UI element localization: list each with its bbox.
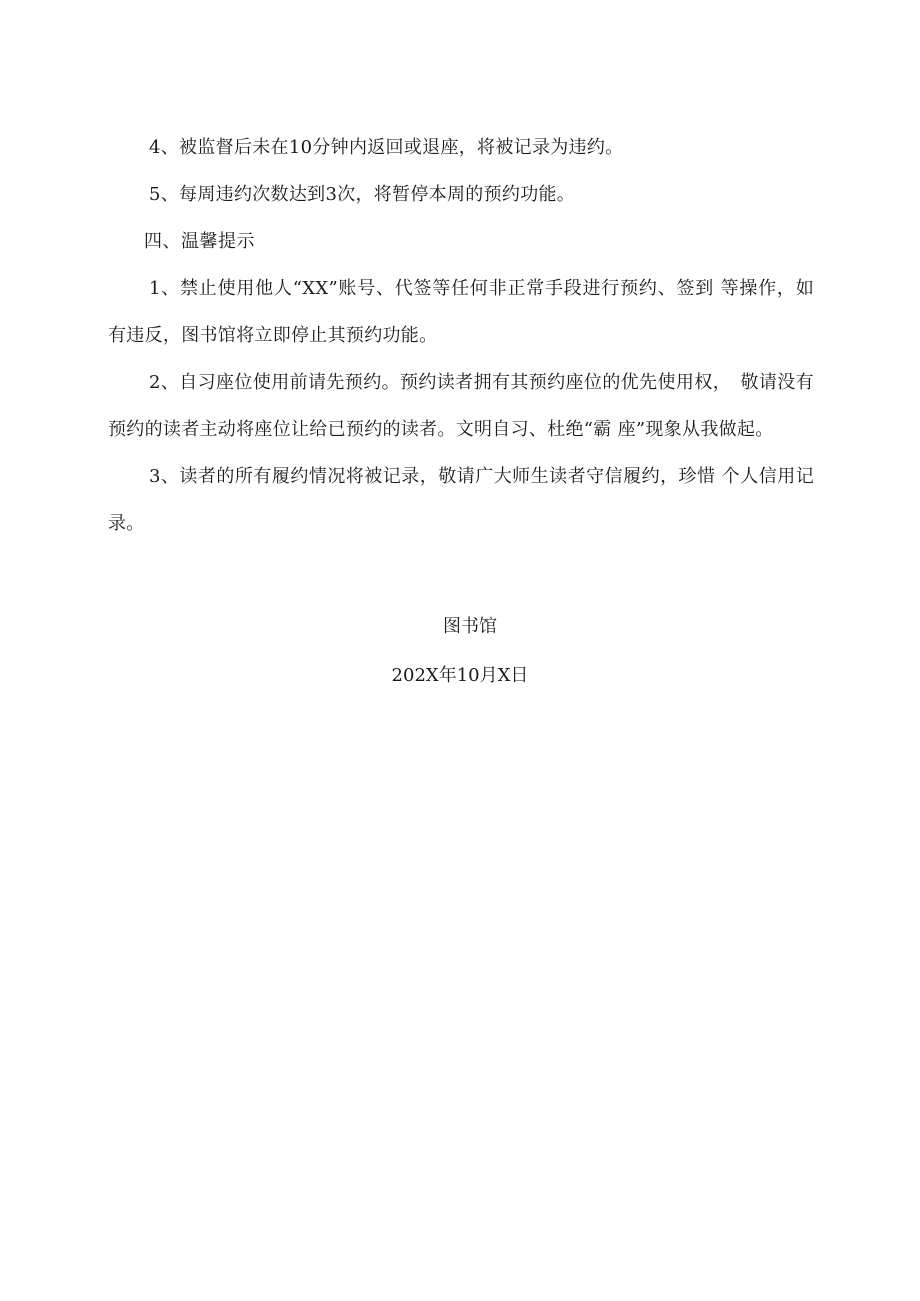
signature-organization: 图书馆 — [443, 616, 497, 637]
rule-item-4: 4、被监督后未在10分钟内返回或退座，将被记录为违约。 — [149, 137, 624, 158]
section-heading-tips: 四、温馨提示 — [144, 231, 255, 252]
signature-date: 202X年10月X日 — [391, 665, 529, 686]
document-body — [108, 124, 814, 547]
tip-item-3: 3、读者的所有履约情况将被记录，敬请广大师生读者守信履约，珍惜 个人信用记录。 — [108, 466, 814, 534]
rule-item-5: 5、每周违约次数达到3次，将暂停本周的预约功能。 — [149, 184, 576, 205]
tip-item-1: 1、禁止使用他人“XX”账号、代签等任何非正常手段进行预约、签到 等操作，如有违反，图书馆将立即停止其预约功能。 — [108, 278, 814, 346]
tip-item-2: 2、自习座位使用前请先预约。预约读者拥有其预约座位的优先使用权， 敬请没有预约的读者主动将座位让给已预约的读者。文明自习、杜绝“霸 座”现象从我做起。 — [108, 372, 814, 440]
